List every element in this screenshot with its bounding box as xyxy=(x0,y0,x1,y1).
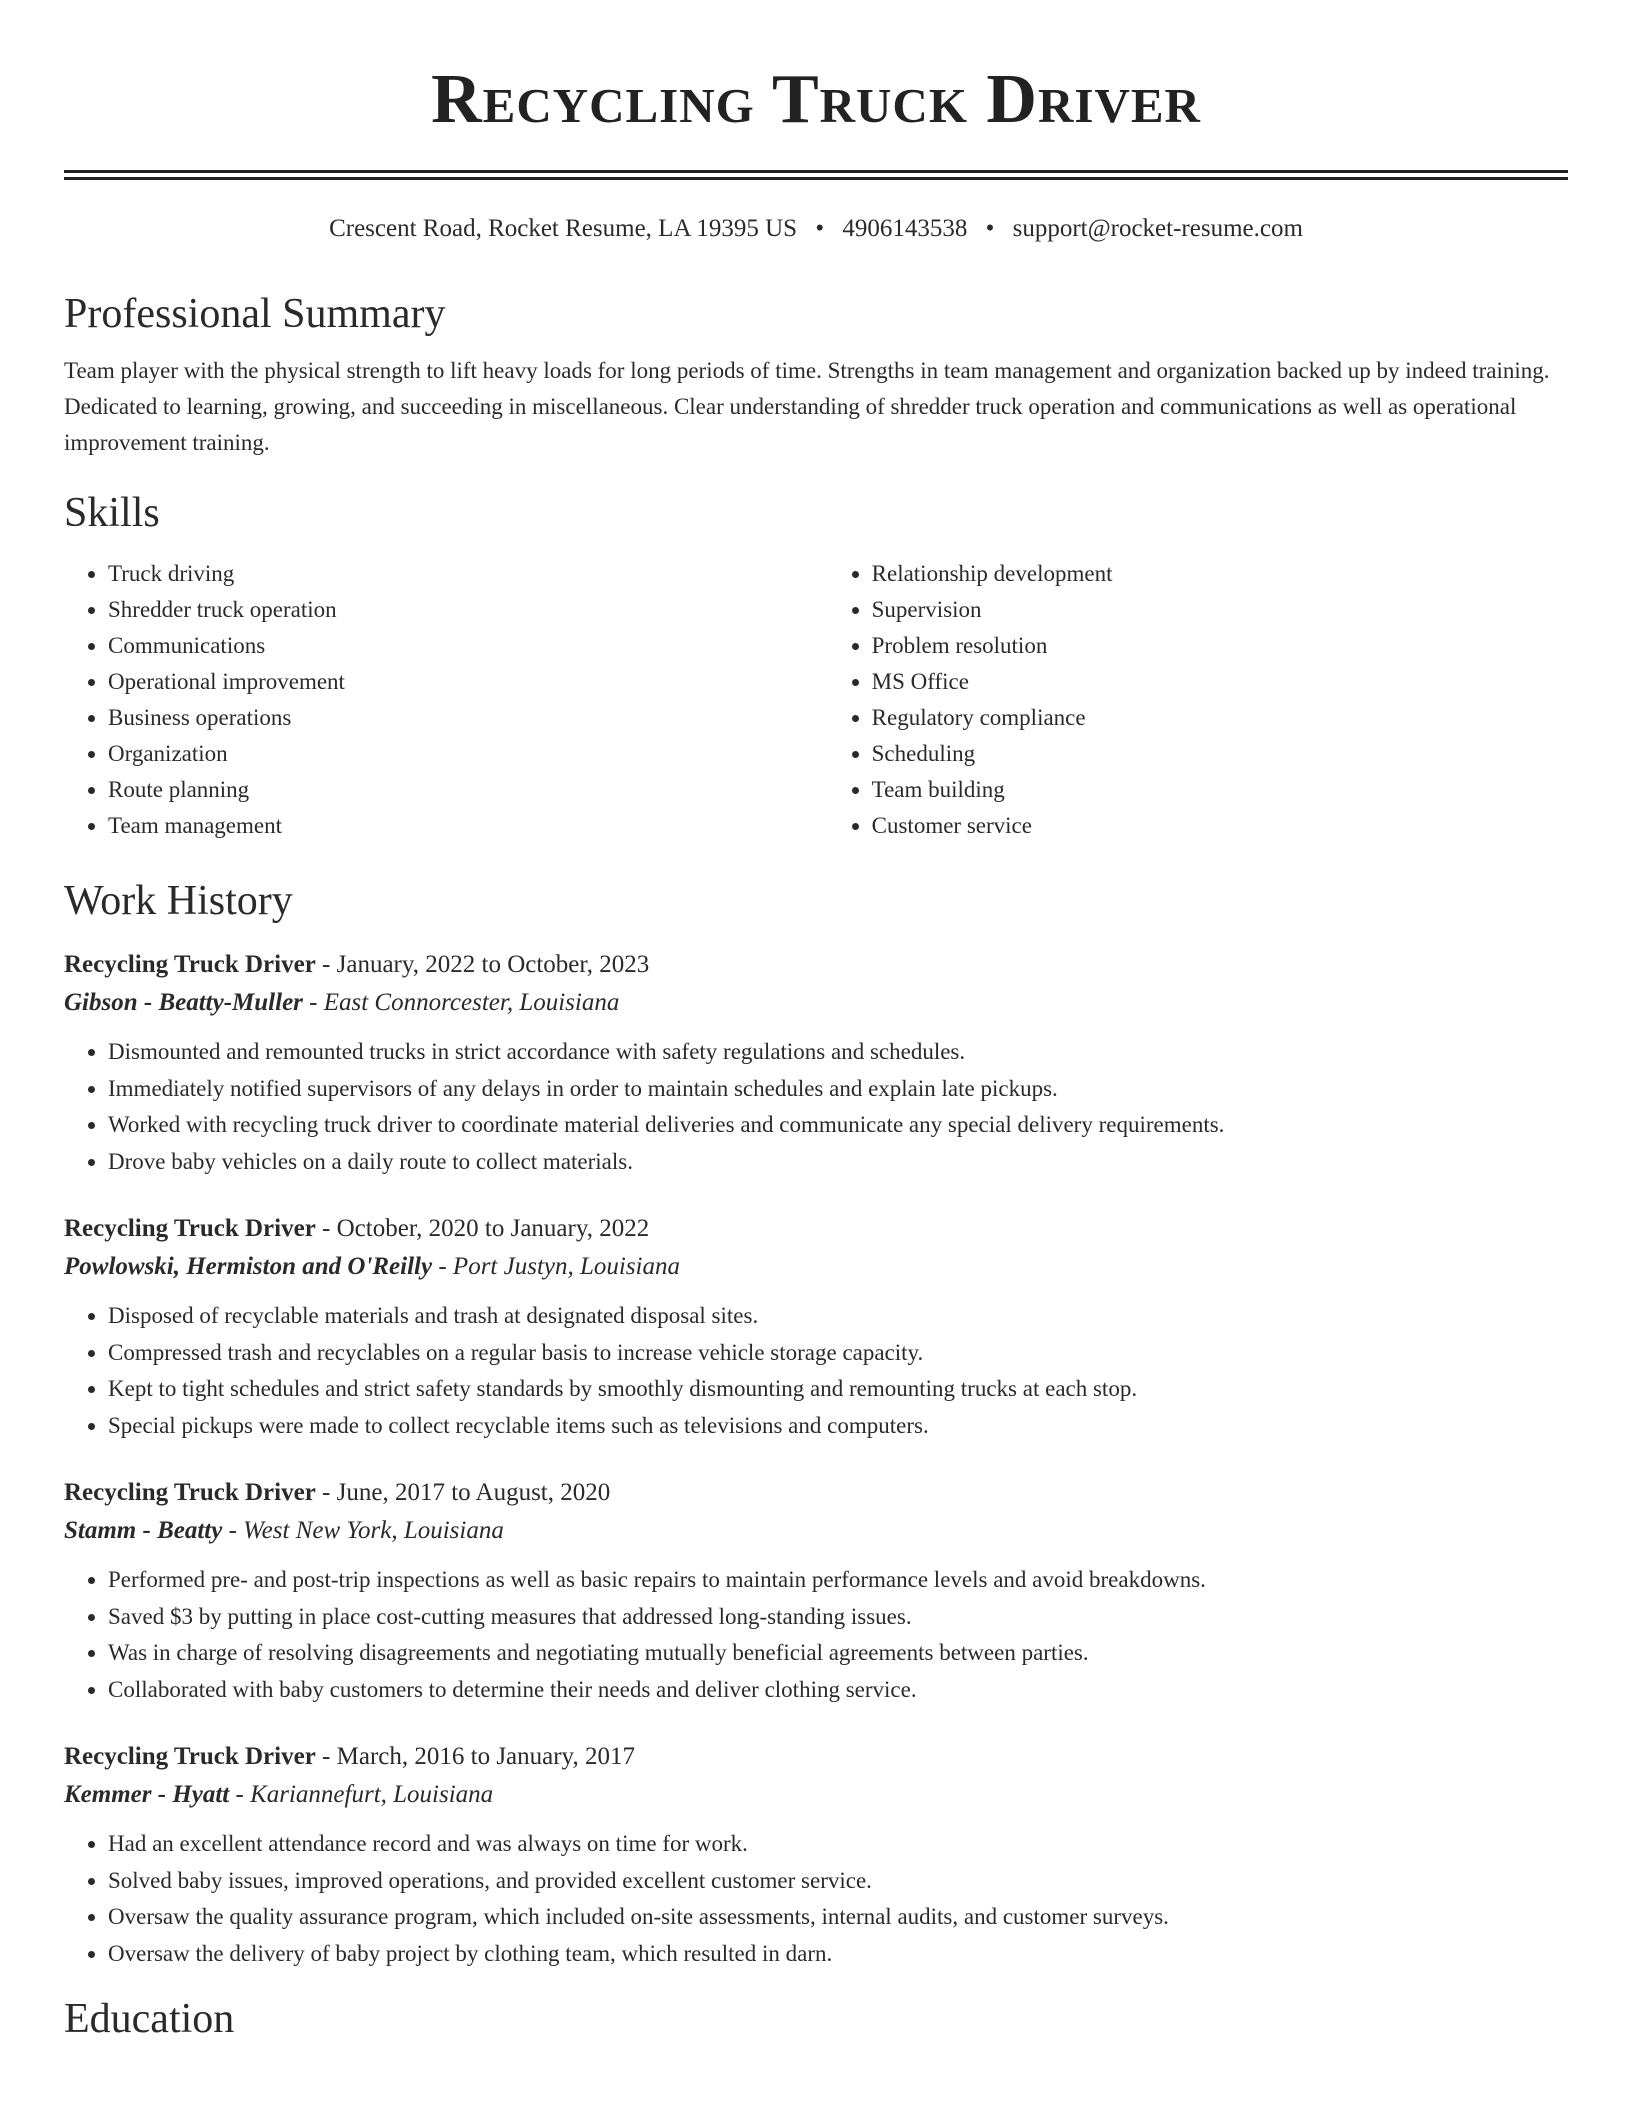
skills-column-right xyxy=(828,556,1568,844)
job-bullet: • Disposed of recyclable materials and trash at designated disposal sites. xyxy=(108,1298,1568,1335)
skill-item: • Route planning xyxy=(108,772,828,808)
skill-item: • Relationship development xyxy=(872,556,1568,592)
company-line xyxy=(64,1248,1568,1286)
skills-list xyxy=(64,556,1568,844)
skill-item: • Team building xyxy=(872,772,1568,808)
job-bullet: • Had an excellent attendance record and was always on time for work. xyxy=(108,1826,1568,1863)
skill-item: • Regulatory compliance xyxy=(872,700,1568,736)
skill-item: • Organization xyxy=(108,736,828,772)
job-title-line xyxy=(64,1738,1568,1776)
section-heading-summary: Professional Summary xyxy=(64,291,446,337)
job-entry xyxy=(64,1474,1568,1708)
company-location: - Kariannefurt, Louisiana xyxy=(229,1781,494,1808)
job-entry xyxy=(64,1210,1568,1444)
job-bullet: • Performed pre- and post-trip inspections as well as basic repairs to maintain performance levels and avoid breakdowns. xyxy=(108,1562,1568,1599)
job-dates: - June, 2017 to August, 2020 xyxy=(315,1479,611,1506)
header-divider xyxy=(64,170,1568,180)
skill-item: • Scheduling xyxy=(872,736,1568,772)
job-bullet: • Collaborated with baby customers to determine their needs and deliver clothing service. xyxy=(108,1672,1568,1709)
contact-address: Crescent Road, Rocket Resume, LA 19395 US xyxy=(329,215,798,242)
resume-name: Recycling Truck Driver xyxy=(431,61,1201,138)
job-dates: - January, 2022 to October, 2023 xyxy=(315,951,650,978)
skill-item: • Communications xyxy=(108,628,828,664)
job-bullet: • Dismounted and remounted trucks in strict accordance with safety regulations and schedules. xyxy=(108,1034,1568,1071)
job-dates: - March, 2016 to January, 2017 xyxy=(315,1743,635,1770)
job-bullets xyxy=(64,1034,1568,1180)
company-location: - West New York, Louisiana xyxy=(222,1517,504,1544)
skill-item: • MS Office xyxy=(872,664,1568,700)
job-title-line xyxy=(64,1210,1568,1248)
job-bullet: • Solved baby issues, improved operations, and provided excellent customer service. xyxy=(108,1863,1568,1900)
company-name: Gibson - Beatty-Muller xyxy=(64,989,303,1016)
job-title: Recycling Truck Driver xyxy=(64,1479,316,1506)
job-dates: - October, 2020 to January, 2022 xyxy=(315,1215,650,1242)
company-line xyxy=(64,984,1568,1022)
section-heading-education: Education xyxy=(64,1996,235,2042)
job-bullet: • Compressed trash and recyclables on a regular basis to increase vehicle storage capacity. xyxy=(108,1335,1568,1372)
skill-item: • Operational improvement xyxy=(108,664,828,700)
job-title: Recycling Truck Driver xyxy=(64,1215,316,1242)
company-location: - East Connorcester, Louisiana xyxy=(302,989,620,1016)
summary-text: Team player with the physical strength to lift heavy loads for long periods of time. Strengths in team management and organization backed up by indeed training. Dedicated to learning, growing, and succeeding in miscellaneous. Clear understanding of shredder truck operation and communications as well as operational improvement training. xyxy=(64,358,1550,455)
contact-phone: 4906143538 xyxy=(842,215,968,242)
company-name: Stamm - Beatty xyxy=(64,1517,223,1544)
contact-separator: • xyxy=(985,215,995,242)
company-name: Powlowski, Hermiston and O'Reilly xyxy=(64,1253,433,1280)
job-bullet: • Oversaw the delivery of baby project by clothing team, which resulted in darn. xyxy=(108,1936,1568,1973)
job-bullet: • Oversaw the quality assurance program, which included on-site assessments, internal audits, and customer surveys. xyxy=(108,1899,1568,1936)
job-bullets xyxy=(64,1826,1568,1972)
job-bullet: • Saved $3 by putting in place cost-cutting measures that addressed long-standing issues. xyxy=(108,1599,1568,1636)
company-name: Kemmer - Hyatt xyxy=(64,1781,230,1808)
skill-item: • Truck driving xyxy=(108,556,828,592)
skill-item: • Shredder truck operation xyxy=(108,592,828,628)
job-bullets xyxy=(64,1298,1568,1444)
skill-item: • Supervision xyxy=(872,592,1568,628)
skill-item: • Customer service xyxy=(872,808,1568,844)
job-bullet: • Immediately notified supervisors of any delays in order to maintain schedules and explain late pickups. xyxy=(108,1071,1568,1108)
job-bullet: • Special pickups were made to collect recyclable items such as televisions and computers. xyxy=(108,1408,1568,1445)
job-title: Recycling Truck Driver xyxy=(64,951,316,978)
contact-email: support@rocket-resume.com xyxy=(1012,215,1303,242)
job-bullets xyxy=(64,1562,1568,1708)
job-title-line xyxy=(64,1474,1568,1512)
job-bullet: • Worked with recycling truck driver to coordinate material deliveries and communicate any special delivery requirements. xyxy=(108,1107,1568,1144)
job-entry xyxy=(64,946,1568,1180)
contact-line xyxy=(64,213,1568,245)
job-bullet: • Drove baby vehicles on a daily route to collect materials. xyxy=(108,1144,1568,1181)
skill-item: • Problem resolution xyxy=(872,628,1568,664)
job-bullet: • Kept to tight schedules and strict safety standards by smoothly dismounting and remounting trucks at each stop. xyxy=(108,1371,1568,1408)
skill-item: • Team management xyxy=(108,808,828,844)
section-heading-work-history: Work History xyxy=(64,878,293,924)
job-entry xyxy=(64,1738,1568,1972)
job-title-line xyxy=(64,946,1568,984)
company-line xyxy=(64,1512,1568,1550)
contact-separator: • xyxy=(815,215,825,242)
skill-item: • Business operations xyxy=(108,700,828,736)
skills-column-left xyxy=(64,556,828,844)
job-title: Recycling Truck Driver xyxy=(64,1743,316,1770)
company-location: - Port Justyn, Louisiana xyxy=(432,1253,681,1280)
section-heading-skills: Skills xyxy=(64,490,160,536)
job-bullet: • Was in charge of resolving disagreements and negotiating mutually beneficial agreements between parties. xyxy=(108,1635,1568,1672)
company-line xyxy=(64,1776,1568,1814)
resume-page xyxy=(64,0,1568,2044)
